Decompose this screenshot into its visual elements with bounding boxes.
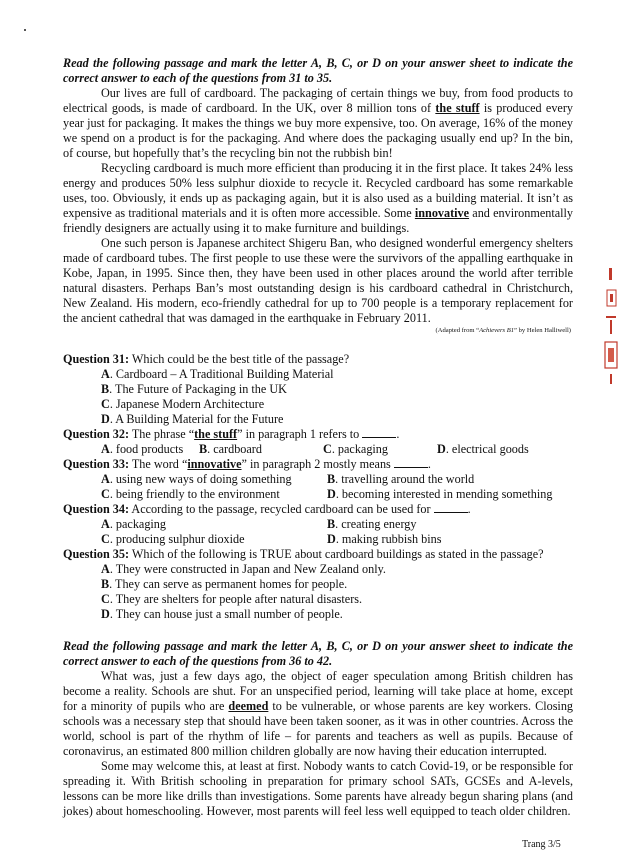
question-label: Question 32: bbox=[63, 427, 130, 441]
spacer bbox=[63, 335, 573, 352]
option-d[interactable] bbox=[437, 442, 573, 457]
stamp-stroke bbox=[606, 316, 616, 318]
text: to be vulnerable, or whose parents are key workers. Closing schools was a necessary step that should have been taken sooner, as it was in other countries. Across the world, school is part of the rhythm of life – for parents and teachers as well as pupils. Because of coronavirus, an estimated 800 million children globally are now having their education interrupted. bbox=[63, 699, 574, 758]
question-label: Question 35: bbox=[63, 547, 130, 561]
option-a[interactable] bbox=[101, 517, 327, 532]
option-text: creating energy bbox=[341, 517, 417, 531]
option-letter: B bbox=[101, 577, 110, 591]
section1-instruction: Read the following passage and mark the letter A, B, C, or D on your answer sheet to indicate the correct answer to each of the questions from 31 to 35. bbox=[63, 56, 573, 85]
passage2-paragraph-2: Some may welcome this, at least at first. Nobody wants to catch Covid-19, or be responsible for spreading it. With British schooling in preparation for primary school SATs, GCSEs and A-levels, lessons can be more like drills than investigations. Some parents have already begun sharing plans (and jokes) about homeschooling. However, most parents will feel less well equipped to teach older children. bbox=[63, 759, 573, 818]
question-text: Which could be the best title of the passage? bbox=[129, 352, 350, 366]
option-dot: . bbox=[335, 487, 342, 501]
option-text: making rubbish bins bbox=[341, 532, 442, 546]
option-b[interactable] bbox=[101, 382, 573, 397]
option-b[interactable] bbox=[101, 577, 573, 592]
option-letter: C bbox=[101, 487, 110, 501]
option-c[interactable] bbox=[323, 442, 437, 457]
option-c[interactable] bbox=[101, 532, 327, 547]
stamp-stroke bbox=[610, 374, 612, 384]
option-letter: D bbox=[327, 532, 336, 546]
answer-blank bbox=[362, 427, 396, 438]
question-32 bbox=[63, 427, 573, 442]
option-text: food products bbox=[115, 442, 184, 456]
question-34 bbox=[63, 502, 573, 517]
option-letter: B bbox=[199, 442, 208, 456]
underlined-term-the-stuff: the stuff bbox=[435, 101, 480, 115]
option-letter: B bbox=[327, 517, 336, 531]
question-text: The word “ bbox=[129, 457, 188, 471]
option-letter: A bbox=[101, 472, 110, 486]
option-c[interactable] bbox=[101, 592, 573, 607]
option-dot: . bbox=[109, 472, 116, 486]
option-letter: A bbox=[101, 517, 110, 531]
option-dot: . bbox=[109, 442, 116, 456]
stamp-stroke bbox=[609, 268, 612, 280]
option-letter: D bbox=[101, 412, 110, 426]
stamp-stroke bbox=[610, 320, 612, 334]
option-text: cardboard bbox=[213, 442, 262, 456]
question-term: the stuff bbox=[194, 427, 238, 441]
question-31-options bbox=[101, 367, 573, 427]
section2-instruction: Read the following passage and mark the letter A, B, C, or D on your answer sheet to indicate the correct answer to each of the questions from 36 to 42. bbox=[63, 639, 573, 668]
text: is produced every year just for packaging. It makes the things we buy more expensive, too. On average, 16% of the money we spend on a product is for the packaging. And where does the packaging usually end up? In the bin, of course, but hopefully that’s the recycling bin not the rubbish bin! bbox=[63, 101, 573, 160]
question-term: innovative bbox=[187, 457, 242, 471]
option-d[interactable] bbox=[327, 532, 573, 547]
exam-page bbox=[63, 56, 573, 819]
option-c[interactable] bbox=[101, 487, 327, 502]
question-35-options bbox=[101, 562, 573, 622]
answer-blank bbox=[434, 502, 468, 513]
option-a[interactable] bbox=[101, 442, 199, 457]
option-d[interactable] bbox=[327, 487, 573, 502]
text: Our lives are full of cardboard. The packaging of certain things we buy, from food products to electrical goods, is made of cardboard. In the UK, over 8 million tons of bbox=[63, 86, 573, 115]
option-text: A Building Material for the Future bbox=[115, 412, 284, 426]
option-text: They were constructed in Japan and New Zealand only. bbox=[115, 562, 386, 576]
option-letter: D bbox=[437, 442, 446, 456]
question-label: Question 33: bbox=[63, 457, 130, 471]
option-b[interactable] bbox=[199, 442, 323, 457]
option-a[interactable] bbox=[101, 367, 573, 382]
option-letter: A bbox=[101, 562, 110, 576]
passage1-paragraph-3: One such person is Japanese architect Shigeru Ban, who designed wonderful emergency shelters made of cardboard tubes. The first people to use these were the survivors of the appalling earthquake in Kobe, Japan, in 1995. Since then, they have been used in other places around the world after terrible natural disasters. Perhaps Ban’s most outstanding design is his cardboard cathedral in Christchurch, New Zealand. His modern, eco-friendly cathedral for up to 700 people is a temporary replacement for the ancient cathedral that was damaged in the earthquake in February 2011. bbox=[63, 236, 573, 325]
spacer bbox=[63, 622, 573, 639]
question-text: According to the passage, recycled cardboard can be used for bbox=[129, 502, 434, 516]
option-text: travelling around the world bbox=[341, 472, 475, 486]
scan-dot bbox=[24, 29, 26, 31]
underlined-term-innovative: innovative bbox=[414, 206, 470, 220]
option-dot: . bbox=[109, 592, 116, 606]
question-end: . bbox=[427, 457, 431, 471]
question-34-options bbox=[101, 517, 573, 547]
question-35 bbox=[63, 547, 573, 562]
question-33 bbox=[63, 457, 573, 472]
option-letter: C bbox=[101, 592, 110, 606]
stamp-stroke bbox=[608, 348, 614, 362]
option-b[interactable] bbox=[327, 517, 573, 532]
option-text: Japanese Modern Architecture bbox=[115, 397, 265, 411]
source-suffix: ” by Helen Halliwell) bbox=[514, 327, 571, 334]
option-dot: . bbox=[109, 577, 116, 591]
question-32-options bbox=[101, 442, 573, 457]
question-text: Which of the following is TRUE about cardboard buildings as stated in the passage? bbox=[129, 547, 544, 561]
option-dot: . bbox=[109, 367, 116, 381]
red-stamp-mark bbox=[604, 268, 618, 386]
option-text: producing sulphur dioxide bbox=[115, 532, 245, 546]
option-letter: D bbox=[327, 487, 336, 501]
option-letter: A bbox=[101, 442, 110, 456]
option-dot: . bbox=[335, 472, 342, 486]
stamp-stroke bbox=[610, 294, 613, 302]
question-text: ” in paragraph 1 refers to bbox=[237, 427, 363, 441]
option-c[interactable] bbox=[101, 397, 573, 412]
option-dot: . bbox=[109, 562, 116, 576]
option-letter: B bbox=[327, 472, 336, 486]
text: and environmentally friendly designers are actually using it to make furniture and buildings. bbox=[63, 206, 573, 235]
option-letter: C bbox=[101, 397, 110, 411]
question-end: . bbox=[467, 502, 471, 516]
option-letter: D bbox=[101, 607, 110, 621]
option-text: becoming interested in mending something bbox=[341, 487, 553, 501]
passage1-paragraph-1 bbox=[63, 86, 573, 161]
question-label: Question 31: bbox=[63, 352, 130, 366]
passage2-paragraph-1 bbox=[63, 669, 573, 759]
question-33-options bbox=[101, 472, 573, 502]
option-text: They can serve as permanent homes for people. bbox=[115, 577, 348, 591]
option-dot: . bbox=[109, 607, 116, 621]
question-label: Question 34: bbox=[63, 502, 130, 516]
option-letter: B bbox=[101, 382, 110, 396]
option-letter: C bbox=[323, 442, 332, 456]
question-text: ” in paragraph 2 mostly means bbox=[241, 457, 394, 471]
option-dot: . bbox=[335, 532, 342, 546]
passage1-paragraph-2 bbox=[63, 161, 573, 236]
option-d[interactable] bbox=[101, 607, 573, 622]
option-text: The Future of Packaging in the UK bbox=[115, 382, 287, 396]
option-a[interactable] bbox=[101, 472, 327, 487]
option-text: packaging bbox=[337, 442, 388, 456]
option-dot: . bbox=[207, 442, 214, 456]
option-dot: . bbox=[109, 487, 116, 501]
option-text: Cardboard – A Traditional Building Material bbox=[115, 367, 334, 381]
option-text: being friendly to the environment bbox=[115, 487, 280, 501]
option-b[interactable] bbox=[327, 472, 573, 487]
page-number: Trang 3/5 bbox=[522, 839, 561, 850]
option-dot: . bbox=[109, 397, 116, 411]
option-d[interactable] bbox=[101, 412, 573, 427]
question-text: The phrase “ bbox=[129, 427, 195, 441]
option-letter: A bbox=[101, 367, 110, 381]
option-dot: . bbox=[109, 532, 116, 546]
option-text: packaging bbox=[115, 517, 166, 531]
option-text: They are shelters for people after natural disasters. bbox=[115, 592, 363, 606]
option-text: electrical goods bbox=[451, 442, 529, 456]
text: What was, just a few days ago, the object of eager speculation among British children has become a reality. Schools are shut. For an unspecified period, learning will take place at home, except for a minority of pupils who are bbox=[63, 669, 573, 713]
option-dot: . bbox=[109, 382, 116, 396]
option-a[interactable] bbox=[101, 562, 573, 577]
text: Recycling cardboard is much more efficient than producing it in the first place. It takes 24% less energy and produces 50% less sulphur dioxide to recycle it. Recycled cardboard has some remarkable uses, too. Obviously, it ends up as packaging again, but it is also used as a building material. It isn’t as expensive as traditional materials and it is often more accessible. Some bbox=[63, 161, 573, 220]
option-dot: . bbox=[109, 412, 116, 426]
source-title: Achievers B1 bbox=[479, 327, 515, 334]
option-dot: . bbox=[331, 442, 338, 456]
question-31 bbox=[63, 352, 573, 367]
option-text: They can house just a small number of people. bbox=[115, 607, 343, 621]
option-dot: . bbox=[335, 517, 342, 531]
source-prefix: (Adapted from “ bbox=[435, 327, 480, 334]
answer-blank bbox=[394, 457, 428, 468]
underlined-term-deemed: deemed bbox=[228, 699, 269, 713]
option-letter: C bbox=[101, 532, 110, 546]
option-dot: . bbox=[445, 442, 452, 456]
option-dot: . bbox=[109, 517, 116, 531]
question-end: . bbox=[396, 427, 400, 441]
option-text: using new ways of doing something bbox=[115, 472, 292, 486]
passage1-source bbox=[63, 326, 571, 335]
